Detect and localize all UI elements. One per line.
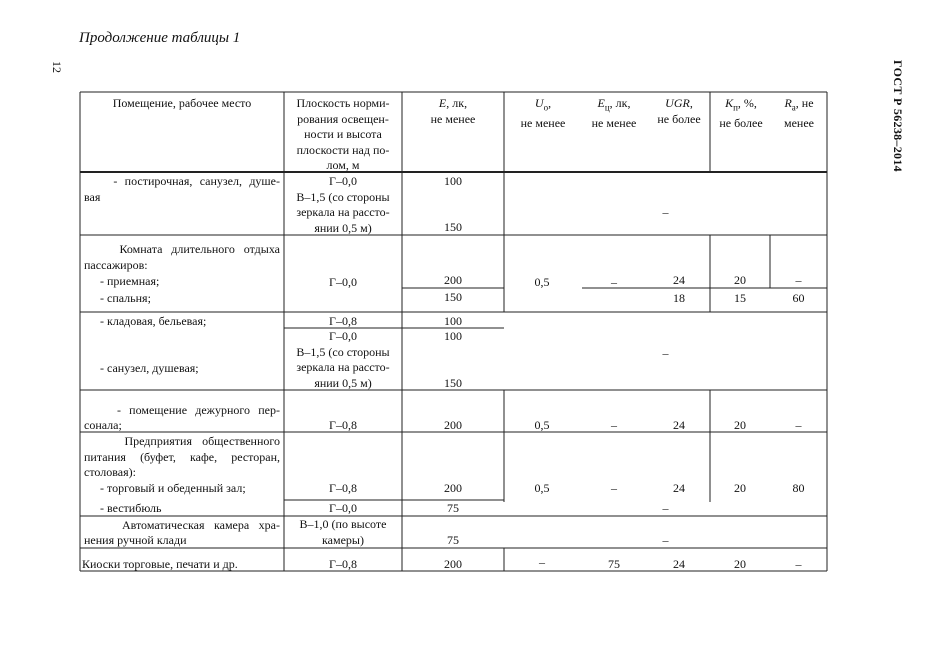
- cyl-illuminance-value: –: [611, 481, 617, 495]
- room-name-line: - помещение дежурного пер-: [116, 403, 280, 417]
- standard-designation: ГОСТ Р 56238–2014: [891, 60, 905, 172]
- group-title-line: столовая):: [84, 465, 136, 480]
- illuminance-value: 200: [444, 273, 462, 287]
- header-illuminance-symbol: E: [438, 96, 447, 110]
- illuminance-value: 100: [444, 329, 462, 343]
- plane-line: янии 0,5 м): [314, 220, 372, 235]
- header-ra-rest: , не: [795, 96, 814, 110]
- plane-line: Г–0,0: [329, 329, 357, 343]
- header-uniformity-sub: не менее: [520, 115, 566, 130]
- room-name-line: нения ручной клади: [84, 533, 187, 547]
- page-number: 12: [50, 61, 64, 73]
- plane-line: В–1,5 (со стороны: [296, 189, 390, 204]
- pulsation-value: 20: [734, 418, 746, 432]
- header-ugr: [648, 96, 710, 127]
- room-name: - кладовая, бельевая;: [100, 314, 207, 328]
- cyl-illuminance-value: –: [611, 418, 617, 432]
- illuminance-value: 150: [444, 220, 462, 234]
- header-uniformity: [508, 96, 578, 132]
- plane-cell: Г–0,8: [329, 314, 357, 328]
- header-illuminance-unit: , лк,: [446, 96, 468, 110]
- header-cyl-symbol: E: [597, 96, 605, 110]
- room-name-line: Автоматическая камера хра-: [121, 518, 281, 532]
- ugr-value: 24: [673, 557, 685, 571]
- ugr-value: 24: [673, 418, 685, 432]
- illuminance-value: 150: [444, 290, 462, 304]
- illuminance-value: 100: [444, 314, 462, 328]
- header-pulsation-sub: не более: [719, 115, 763, 130]
- header-cyl-illuminance: [580, 96, 648, 132]
- illuminance-value: 200: [444, 418, 462, 432]
- uniformity-value: 0,5: [534, 418, 550, 432]
- uniformity-value: 0,5: [534, 481, 550, 495]
- ugr-value: 18: [673, 291, 685, 305]
- group-title-line: пассажиров:: [84, 257, 148, 272]
- header-plane-line: Плоскость норми-: [296, 96, 390, 110]
- header-color-rendering: [772, 96, 826, 132]
- illuminance-value: 150: [444, 376, 462, 390]
- plane-line: В–1,5 (со стороны: [296, 344, 390, 359]
- header-plane-line: ности и высота: [304, 127, 382, 142]
- pulsation-value: 20: [734, 481, 746, 495]
- group-title: [84, 242, 280, 273]
- ugr-value: 24: [673, 481, 685, 495]
- room-name: - санузел, душевая;: [100, 361, 199, 375]
- illuminance-value: 75: [447, 501, 459, 515]
- illuminance-value: 200: [444, 481, 462, 495]
- header-pulsation-symbol: K: [725, 96, 734, 110]
- room-name: [84, 518, 280, 534]
- plane-cell: [286, 329, 400, 391]
- plane-line: зеркала на рассто-: [296, 360, 390, 375]
- header-ugr-rest: ,: [689, 96, 693, 110]
- ra-value: 60: [792, 291, 805, 305]
- merged-dash: –: [662, 205, 669, 219]
- header-cyl-sub: не менее: [591, 115, 637, 130]
- header-uniformity-symbol: U: [534, 96, 544, 110]
- room-name: [84, 174, 280, 190]
- header-ra-index: a: [791, 102, 796, 113]
- group-title-line: Предприятия общественного: [124, 434, 281, 448]
- ra-value: –: [795, 557, 802, 571]
- header-pulsation-index: п: [733, 102, 738, 113]
- room-name-line: вая: [84, 190, 101, 204]
- room-name: [84, 403, 280, 419]
- plane-cell: Г–0,8: [329, 481, 357, 495]
- header-plane: [286, 96, 400, 174]
- header-plane-line: лом, м: [326, 158, 360, 173]
- header-cyl-index: ц: [604, 102, 610, 113]
- group-title-line: питания (буфет, кафе, ресторан,: [84, 449, 280, 464]
- header-pulsation: [712, 96, 770, 132]
- header-ugr-symbol: UGR: [665, 96, 690, 110]
- header-ra-symbol: R: [784, 96, 792, 110]
- group-title: [84, 434, 280, 481]
- room-name: - спальня;: [100, 291, 151, 305]
- plane-line: янии 0,5 м): [314, 375, 372, 390]
- cyl-illuminance-value: –: [611, 275, 617, 289]
- plane-line: В–1,0 (по высоте: [299, 517, 387, 531]
- illuminance-value: 75: [447, 533, 459, 547]
- header-illuminance-sub: не менее: [430, 111, 476, 126]
- header-uniformity-rest: ,: [548, 96, 552, 110]
- table-caption: Продолжение таблицы 1: [79, 30, 241, 46]
- ra-value: –: [795, 418, 802, 432]
- plane-cell: [286, 174, 400, 236]
- room-name: - приемная;: [100, 274, 160, 288]
- uniformity-value: 0,5: [534, 275, 550, 289]
- header-illuminance: [404, 96, 502, 127]
- ra-value: –: [795, 273, 802, 287]
- ugr-value: 24: [673, 273, 685, 287]
- merged-dash: –: [662, 346, 669, 360]
- merged-dash: –: [662, 501, 669, 515]
- header-cyl-rest: , лк,: [609, 96, 631, 110]
- merged-dash: –: [662, 533, 669, 547]
- header-plane-line: плоскости над по-: [296, 142, 390, 157]
- plane-line: зеркала на рассто-: [296, 205, 390, 220]
- cyl-illuminance-value: 75: [608, 557, 620, 571]
- uniformity-value: –: [539, 555, 545, 569]
- plane-cell: Г–0,8: [329, 418, 357, 432]
- header-uniformity-index: о: [543, 102, 549, 113]
- plane-cell: Г–0,8: [329, 557, 357, 571]
- room-name-line: сонала;: [84, 418, 122, 432]
- plane-cell: Г–0,0: [329, 501, 357, 515]
- pulsation-value: 15: [734, 291, 746, 305]
- plane-cell: [286, 517, 400, 548]
- pulsation-value: 20: [734, 557, 746, 571]
- illuminance-value: 200: [444, 557, 462, 571]
- plane-cell: Г–0,0: [329, 275, 357, 289]
- plane-line: камеры): [322, 532, 364, 547]
- header-pulsation-rest: , %,: [737, 96, 757, 110]
- plane-line: Г–0,0: [329, 174, 357, 188]
- room-name: - вестибюль: [100, 501, 162, 515]
- room-name-line: - постирочная, санузел, душе-: [113, 174, 280, 188]
- header-ra-sub: менее: [784, 115, 814, 130]
- pulsation-value: 20: [734, 273, 746, 287]
- ra-value: 80: [792, 481, 805, 495]
- header-plane-line: рования освещен-: [297, 111, 389, 126]
- room-name: Киоски торговые, печати и др.: [82, 557, 238, 571]
- illuminance-value: 100: [444, 174, 462, 188]
- room-name: - торговый и обеденный зал;: [100, 481, 246, 495]
- group-title-line: Комната длительного отдыха: [119, 242, 281, 256]
- header-room: Помещение, рабочее место: [112, 96, 252, 110]
- header-ugr-sub: не более: [657, 111, 701, 126]
